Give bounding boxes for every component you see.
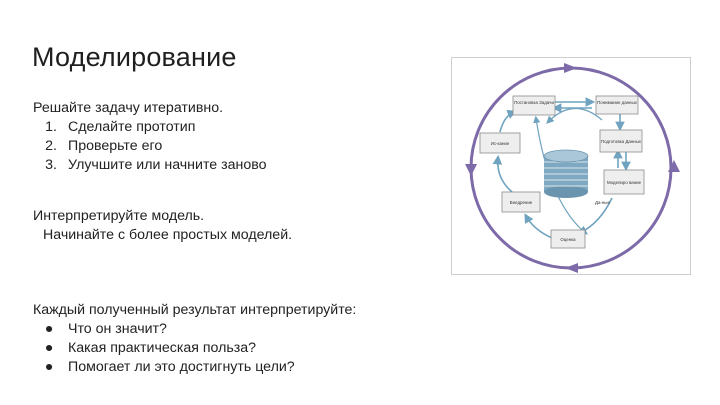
step-item: 1. Сделайте прототип — [45, 119, 196, 135]
arrow-to-research — [498, 158, 512, 192]
step-item: 2. Проверьте его — [45, 138, 163, 154]
cycle-diagram-svg — [452, 58, 692, 276]
data-label: Да-ные — [595, 200, 610, 205]
cycle-arrowhead — [565, 263, 578, 273]
data-cylinder-icon — [544, 150, 588, 198]
svg-text:Понимание данных: Понимание данных — [597, 100, 637, 105]
interpret-block — [33, 207, 292, 245]
iterative-intro: Решайте задачу итеративно. — [33, 100, 224, 116]
arrow-research-to-problem — [500, 112, 514, 132]
bullet-item: ● Какая практическая польза? — [44, 340, 257, 356]
svg-text:Постановка Задачи: Постановка Задачи — [514, 100, 554, 105]
box-deploy — [502, 192, 540, 212]
box-preparation — [600, 130, 642, 152]
crisp-dm-diagram — [451, 57, 691, 275]
svg-text:Ис-кание: Ис-кание — [490, 141, 510, 146]
results-block — [33, 301, 356, 377]
svg-text:Подготовка Данных: Подготовка Данных — [601, 139, 641, 144]
interpret-intro: Интерпретируйте модель. — [33, 208, 205, 224]
results-intro: Каждый полученный результат интерпретируйте: — [33, 302, 357, 318]
svg-text:Моделиро вание: Моделиро вание — [606, 180, 642, 185]
slide-title: Моделирование — [32, 42, 237, 72]
iterative-block — [33, 99, 267, 175]
arrow-evaluation-to-deploy — [526, 216, 552, 238]
box-evaluation — [551, 230, 585, 248]
arrow-inner-loop — [548, 108, 602, 122]
box-understanding — [596, 96, 638, 114]
interpret-line: Начинайте с более простых моделей. — [43, 227, 293, 243]
box-problem — [513, 96, 555, 115]
bullet-item: ● Что он значит? — [44, 321, 167, 337]
bullet-item: ● Помогает ли это достигнуть цели? — [44, 359, 295, 375]
step-item: 3. Улучшите или начните заново — [45, 157, 267, 173]
svg-text:Оценка: Оценка — [560, 237, 576, 242]
box-modeling — [604, 170, 644, 194]
cycle-arrowhead — [564, 63, 577, 73]
box-research — [480, 133, 520, 153]
cycle-arrowhead — [465, 164, 477, 176]
svg-text:Внедрение: Внедрение — [509, 200, 533, 205]
